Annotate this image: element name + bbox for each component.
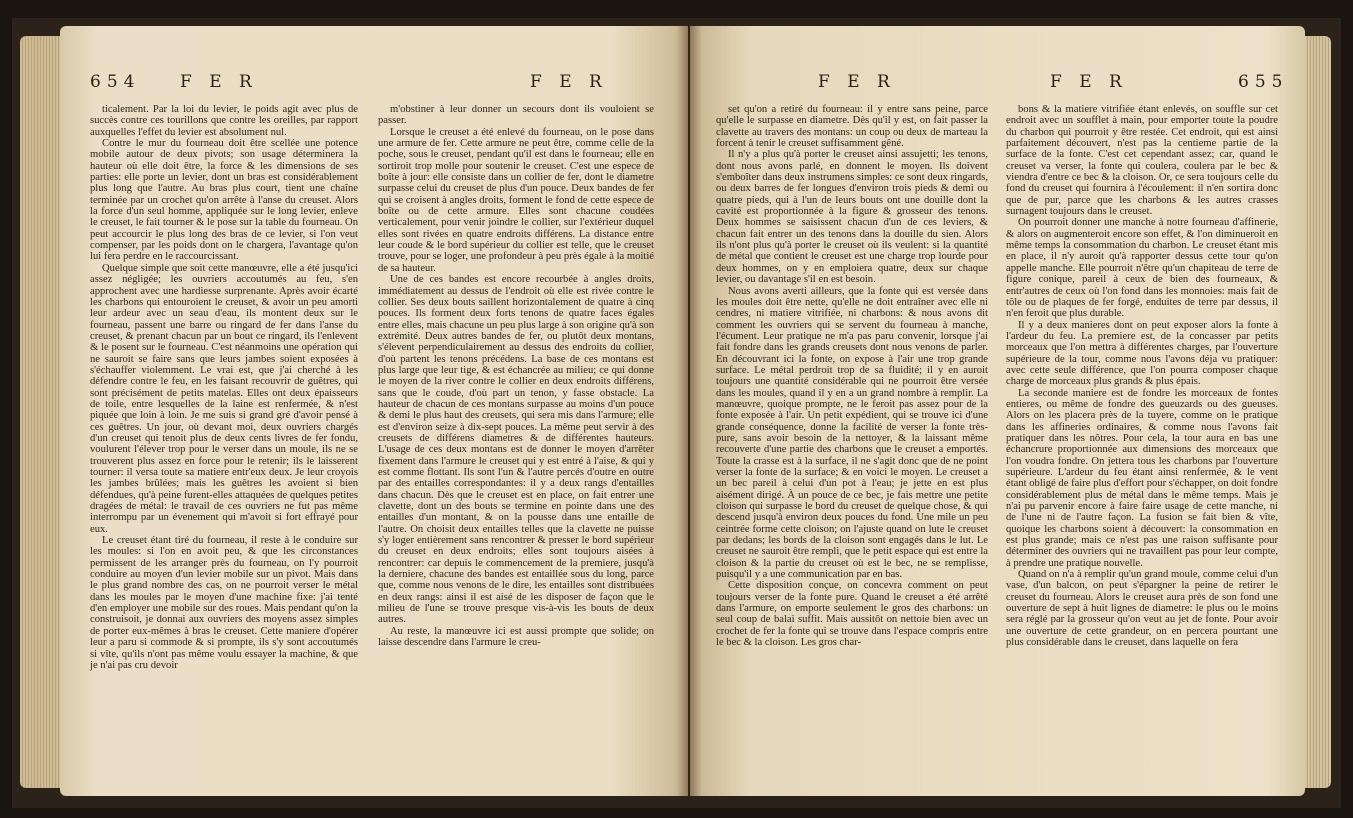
paragraph: set qu'on a retiré du fourneau: il y entre sans peine, parce qu'elle le surpasse en diametre. Dès qu'il y est, on fait passer la clavette au travers des montans: un coup ou deux de marteau la forcent à tenir le creuset suffisamment gêné. (716, 104, 988, 150)
paragraph: bons & la matiere vitrifiée étant enlevés, on souffle sur cet endroit avec un soufflet à main, pour emporter toute la poudre du charbon qui pourroit y être restée. Cet endroit, qui est ainsi parfaitement découvert, n'est pas la centieme partie de la surface de la fonte. C'est cet cependant assez; car, quand le creuset va verser, la fonte qui coulera, coulera par le bec & viendra d'entre ce bec & la cloison. Or, ce sera toujours celle du fond du creuset qui fournira à l'écoulement: il n'en sortira donc que de pur, parce que les charbons & les autres crasses surnagent toujours dans le creuset. (1006, 104, 1278, 218)
paragraph: Lorsque le creuset a été enlevé du fourneau, on le pose dans une armure de fer. Cette armure ne peut être, comme celle de la poche, sous le creuset, pendant qu'il est dans le fourneau; elle en sortiroit trop molle pour soutenir le creuset. C'est une espece de boîte à jour: elle consiste dans un collier de fer, dont le diametre surpasse celui du creuset de plus d'un pouce. Deux bandes de fer qui se croisent à angles droits, forment le fond de cette espece de boîte ou de cette armure. Elles sont chacune coudées verticalement, pour venir joindre le collier, sur l'extérieur duquel elles sont rivées en quatre endroits différens. La distance entre leur coude & le bord supérieur du collier est telle, que le creuset trouve, pour se loger, une profondeur à peu près égale à la moitié de sa hauteur. (378, 126, 654, 274)
paragraph: Il n'y a plus qu'à porter le creuset ainsi assujetti; les tenons, dont nous avons parlé, en donnent le moyen. Ils doivent s'emboîter dans deux instrumens simples: ce sont deux ringards, ou deux barres de fer longues d'environ trois pieds & demi ou quatre pieds, qui à l'un de leurs bouts ont une douille dont la cavité est proportionnée à la figure & grosseur des tenons. Deux hommes se saisissent chacun d'un de ces leviers, & chacun fait entrer un des tenons dans la douille du sien. Alors ils n'ont plus qu'à porter le creuset où ils veulent: si la quantité de métal que contient le creuset est une charge trop lourde pour deux hommes, on y en emploiera quatre, deux sur chaque levier, ou davantage s'il en est besoin. (716, 149, 988, 286)
paragraph: Nous avons averti ailleurs, que la fonte qui est versée dans les moules doit être nette, qu'elle ne doit entraîner avec elle ni cendres, ni matiere vitrifiée, ni charbons: & nous avons dit comment les ouvriers qui se servent du fourneau à manche, l'écument. Leur pratique ne m'a pas paru convenir, lorsque j'ai fait fondre dans les grands creusets dont nous venons de parler. En découvrant ici la fonte, on expose à l'air une trop grande surface. Le métal perdroit trop de sa fluidité; il y en auroit toujours une quantité considérable qui ne pourroit être versée dans les moules, quand il y en a un grand nombre à remplir. La manœuvre, quoique prompte, ne le feroit pas assez pour de la fonte exposée à l'air. Un petit expédient, qui se trouve ici d'une grande conséquence, donne la facilité de verser la fonte très-pure, sans avoir besoin de la nettoyer, & la laissant même recouverte d'une partie des charbons que le creuset a emportés. Toute la crasse est à la surface, il ne s'agit donc que de ne point verser la fonte de la surface; & en voici le moyen. Le creuset a un bec pareil à celui d'un pot à l'eau; je jette en est plus aisément dirigé. À un pouce de ce bec, je fais mettre une petite cloison qui surpasse le bord du creuset de quelque chose, & qui descend jusqu'à environ deux pouces du fond. Une mile un peu ceintrée forme cette cloison; on l'ajuste quand on lute le creuset par dedans; les bords de la cloison sont engagés dans le lut. Le creuset ne sauroit être rempli, que le petit espace qui est entre la cloison & la partie du creuset où est le bec, ne se remplisse, puisqu'il y a une communication par en bas. (716, 285, 988, 581)
paragraph: Quelque simple que soit cette manœuvre, elle a été jusqu'ici assez négligée; les ouvriers accoutumés au feu, s'en approchent avec une hardiesse surprenante. Après avoir écarté les charbons qui entouroient le creuset, & avoir un peu amorti leur ardeur avec un seau d'eau, ils montent deux sur le fourneau, passent une barre ou ringard de fer dans l'anse du creuset, & prenant chacun par un bout ce ringard, ils l'enlevent & le posent sur le fourneau. C'est néanmoins une opération qui ne sauroit se faire sans que leurs jambes soient exposées à s'échauffer violemment. Le vrai est, que j'ai cherché à les défendre contre le feu, en les faisant recouvrir de guêtres, qui sont précisément de petits matelas. Elles ont deux épaisseurs de toile, entre lesquelles de la laine est renfermée, & n'est piquée que loin à loin. Je me suis si grand gré d'avoir pensé à ces guêtres. Un jour, où devant moi, deux ouvriers chargés d'un creuset qui tenoit plus de deux cents livres de fer fondu, voulurent l'élever trop pour le verser dans un moule, ils ne se trouverent plus assez en force pour le retenir; ils le laisserent tourner: il versa toute sa matiere entr'eux deux. Je leur croyois les jambes brûlées; mais les guêtres les avoient si bien défendues, qu'à peine furent-elles attaquées de quelques petites dragées de métal: le travail de ces ouvriers ne fut pas même interrompu par un évenement qui m'avoit si fort effrayé pour eux. (90, 262, 358, 535)
paragraph: Le creuset étant tiré du fourneau, il reste à le conduire sur les moules: si l'on en avoit peu, & que les circonstances permissent de les arranger près du fourneau, on l'y pourroit conduire au moyen d'un levier mobile sur un pivot. Mais dans le plus grand nombre des cas, on ne pourroit verser le métal dans les moules par le moyen d'une machine fixe: j'ai tenté d'en employer une mobile sur des roues. Mais pendant qu'on la construisoit, je donnai aux ouvriers des moyens assez simples de porter eux-mêmes à bras le creuset. Cette maniere d'opérer leur a paru si commode & si prompte, ils s'y sont accoutumés si vîte, qu'ils n'ont pas même voulu essayer la machine, & que je n'ai pas cru devoir (90, 535, 358, 671)
paragraph: Il y a deux manieres dont on peut exposer alors la fonte à l'ardeur du feu. La premiere est, de la concasser par petits morceaux que l'on mettra à différentes charges, par l'ouverture supérieure de la tour, comme nous l'avons déja vu pratiquer: avec cette seule différence, que l'on pourra composer chaque charge de morceaux plus grands & plus épais. (1006, 319, 1278, 388)
book-gutter (676, 26, 702, 796)
running-head-left: F E R (818, 72, 896, 92)
text-column-1 (90, 104, 358, 671)
page-number: 654 (90, 72, 141, 92)
right-page-edges (1301, 36, 1331, 788)
left-page (60, 26, 688, 796)
paragraph: Contre le mur du fourneau doit être scellée une potence mobile autour de deux pivots; son usage déterminera la hauteur où elle doit être, la force & les dimensions de ses parties: elle porte un levier, dont un bras est considérablement plus long que l'autre. Au bras plus court, tient une chaîne terminée par un crochet qu'on arrête à l'anse du creuset. Alors la force d'un seul homme, appliquée sur le long levier, enleve le creuset, le fait tourner & le pose sur la table du fourneau. On peut accourcir le plus long des bras de ce levier, si l'on veut compenser, par les poids dont on le chargera, l'avantage qu'on lui fera perdre en le raccourcissant. (90, 138, 358, 263)
text-column-1 (716, 104, 988, 649)
paragraph: Cette disposition conçue, on concevra comment on peut toujours verser de la fonte pure. Quand le creuset a été arrêté dans l'armure, on emporte seulement le gros des charbons: un seul coup de balai suffit. Mais aussitôt on nettoie bien avec un crochet de fer la fonte qui se trouve dans l'espace compris entre le bec & la cloison. Les gros char- (716, 580, 988, 649)
paragraph: On pourroit donner une manche à notre fourneau d'affinerie, & alors on augmenteroit encore son effet, & l'on diminueroit en même temps la consommation du charbon. Le creuset étant mis en place, il n'y auroit qu'à rapporter dessus cette tour qu'on appelle manche. Elle pourroit n'être qu'un chapiteau de terre de figure conique, pareil à ceux de bien des fourneaux, & entr'autres de ceux où l'on fond dans les monnoies: mais fait de tôle ou de plaques de fer forgé, enduites de terre par dessus, il n'en feroit que plus durable. (1006, 217, 1278, 320)
paragraph: Au reste, la manœuvre ici est aussi prompte que solide; on laisse descendre dans l'armure le creu- (378, 625, 654, 649)
text-column-2 (378, 104, 654, 649)
page-number: 655 (1238, 72, 1289, 92)
text-column-2 (1006, 104, 1278, 649)
paragraph: ticalement. Par la loi du levier, le poids agit avec plus de succès contre ces tourillons que contre les oreilles, par rapport auxquelles l'effet du levier est absolument nul. (90, 104, 358, 138)
left-page-edges (20, 36, 64, 788)
paragraph: Une de ces bandes est encore recourbée à angles droits, immédiatement au dessus de l'endroit où elle est rivée contre le collier. Ses deux bouts saillent horizontalement de quatre à cinq pouces. Ils forment deux forts tenons de quatre faces égales entre elles, mais chacune un peu plus large à son origine qu'à son extrémité. Deux autres bandes de fer, ou plutôt deux montans, s'élevent perpendiculairement au dessus des endroits du collier, d'où partent les tenons précédens. La base de ces montans est plus large que leur tige, & est échancrée au milieu; ce qui donne le moyen de la river contre le collier en deux endroits différens, sans que le coude, d'où part un tenon, y fasse obstacle. La hauteur de chacun de ces montans surpasse au moins d'un pouce & demi le plus haut des creusets, qui sera mis dans l'armure; elle est d'environ seize à dix-sept pouces. La même peut servir à des creusets de différens diametres & de différentes hauteurs. L'usage de ces deux montans est de donner le moyen d'arrêter fixement dans l'armure le creuset qui y est entré à l'aise, & qui y est comme flottant. Ils sont l'un & l'autre percés d'outre en outre par des entailles correspondantes: il y a deux rangs d'entailles dans chacun. Dès que le creuset est en place, on fait entrer une clavette, dont un des bouts se termine en pointe dans une des entailles d'un montant, & on la pousse dans une entaille de l'autre. On choisit deux entailles telles que la clavette ne puisse s'y loger entièrement sans rencontrer & presser le bord supérieur du creuset en deux endroits; elles sont toujours aisées à rencontrer: car depuis le commencement de la premiere, jusqu'à la derniere, chacune des bandes est entaillée sous du long, parce que, comme nous venons de le dire, les entailles sont distribuées en deux rangs: ainsi il est aisé de les disposer de façon que le milieu de l'une se trouve presque vis-à-vis les bouts de deux autres. (378, 274, 654, 626)
paragraph: La seconde maniere est de fondre les morceaux de fontes entieres, ou même de fondre des gueuzards ou des gueuses. Alors on les placera près de la tuyere, comme on le pratique dans les affineries ordinaires, & comme nous l'avons fait pratiquer dans les nôtres. Pour cela, la tour aura en bas une échancrure proportionnée aux dimensions des morceaux que l'on voudra fondre. On jettera tous les charbons par l'ouverture supérieure. L'ardeur du feu étant ainsi renfermée, & le vent étant obligé de faire plus d'effort pour s'échapper, on doit fondre considérablement plus de métal dans le même temps. Mais je n'ai pu parvenir encore à faire faire usage de cette manche, ni de l'une ni de l'autre façon. La fusion se fait bien & vîte, quoique les charbons soient à découvert: la consommation en est plus grande; mais ce n'est pas une raison suffisante pour déterminer des ouvriers qui ne travaillent pas pour leur compte, à prendre une pratique nouvelle. (1006, 387, 1278, 569)
running-head-left: F E R (180, 72, 258, 92)
running-head-right: F E R (530, 72, 608, 92)
paragraph: Quand on n'a à remplir qu'un grand moule, comme celui d'un vase, d'un balcon, on peut s'épargner la peine de retirer le creuset du fourneau. Alors le creuset aura près de son fond une ouverture de sept à huit lignes de diametre: le plus ou le moins sera réglé par la grosseur qu'on veut au jet de fonte. Pour avoir une ouverture de cette grandeur, on en percera pourtant une plus considérable dans le creuset, dans laquelle on fera (1006, 569, 1278, 649)
paragraph: m'obstiner à leur donner un secours dont ils vouloient se passer. (378, 104, 654, 127)
right-page (690, 26, 1305, 796)
running-head-right: F E R (1050, 72, 1128, 92)
